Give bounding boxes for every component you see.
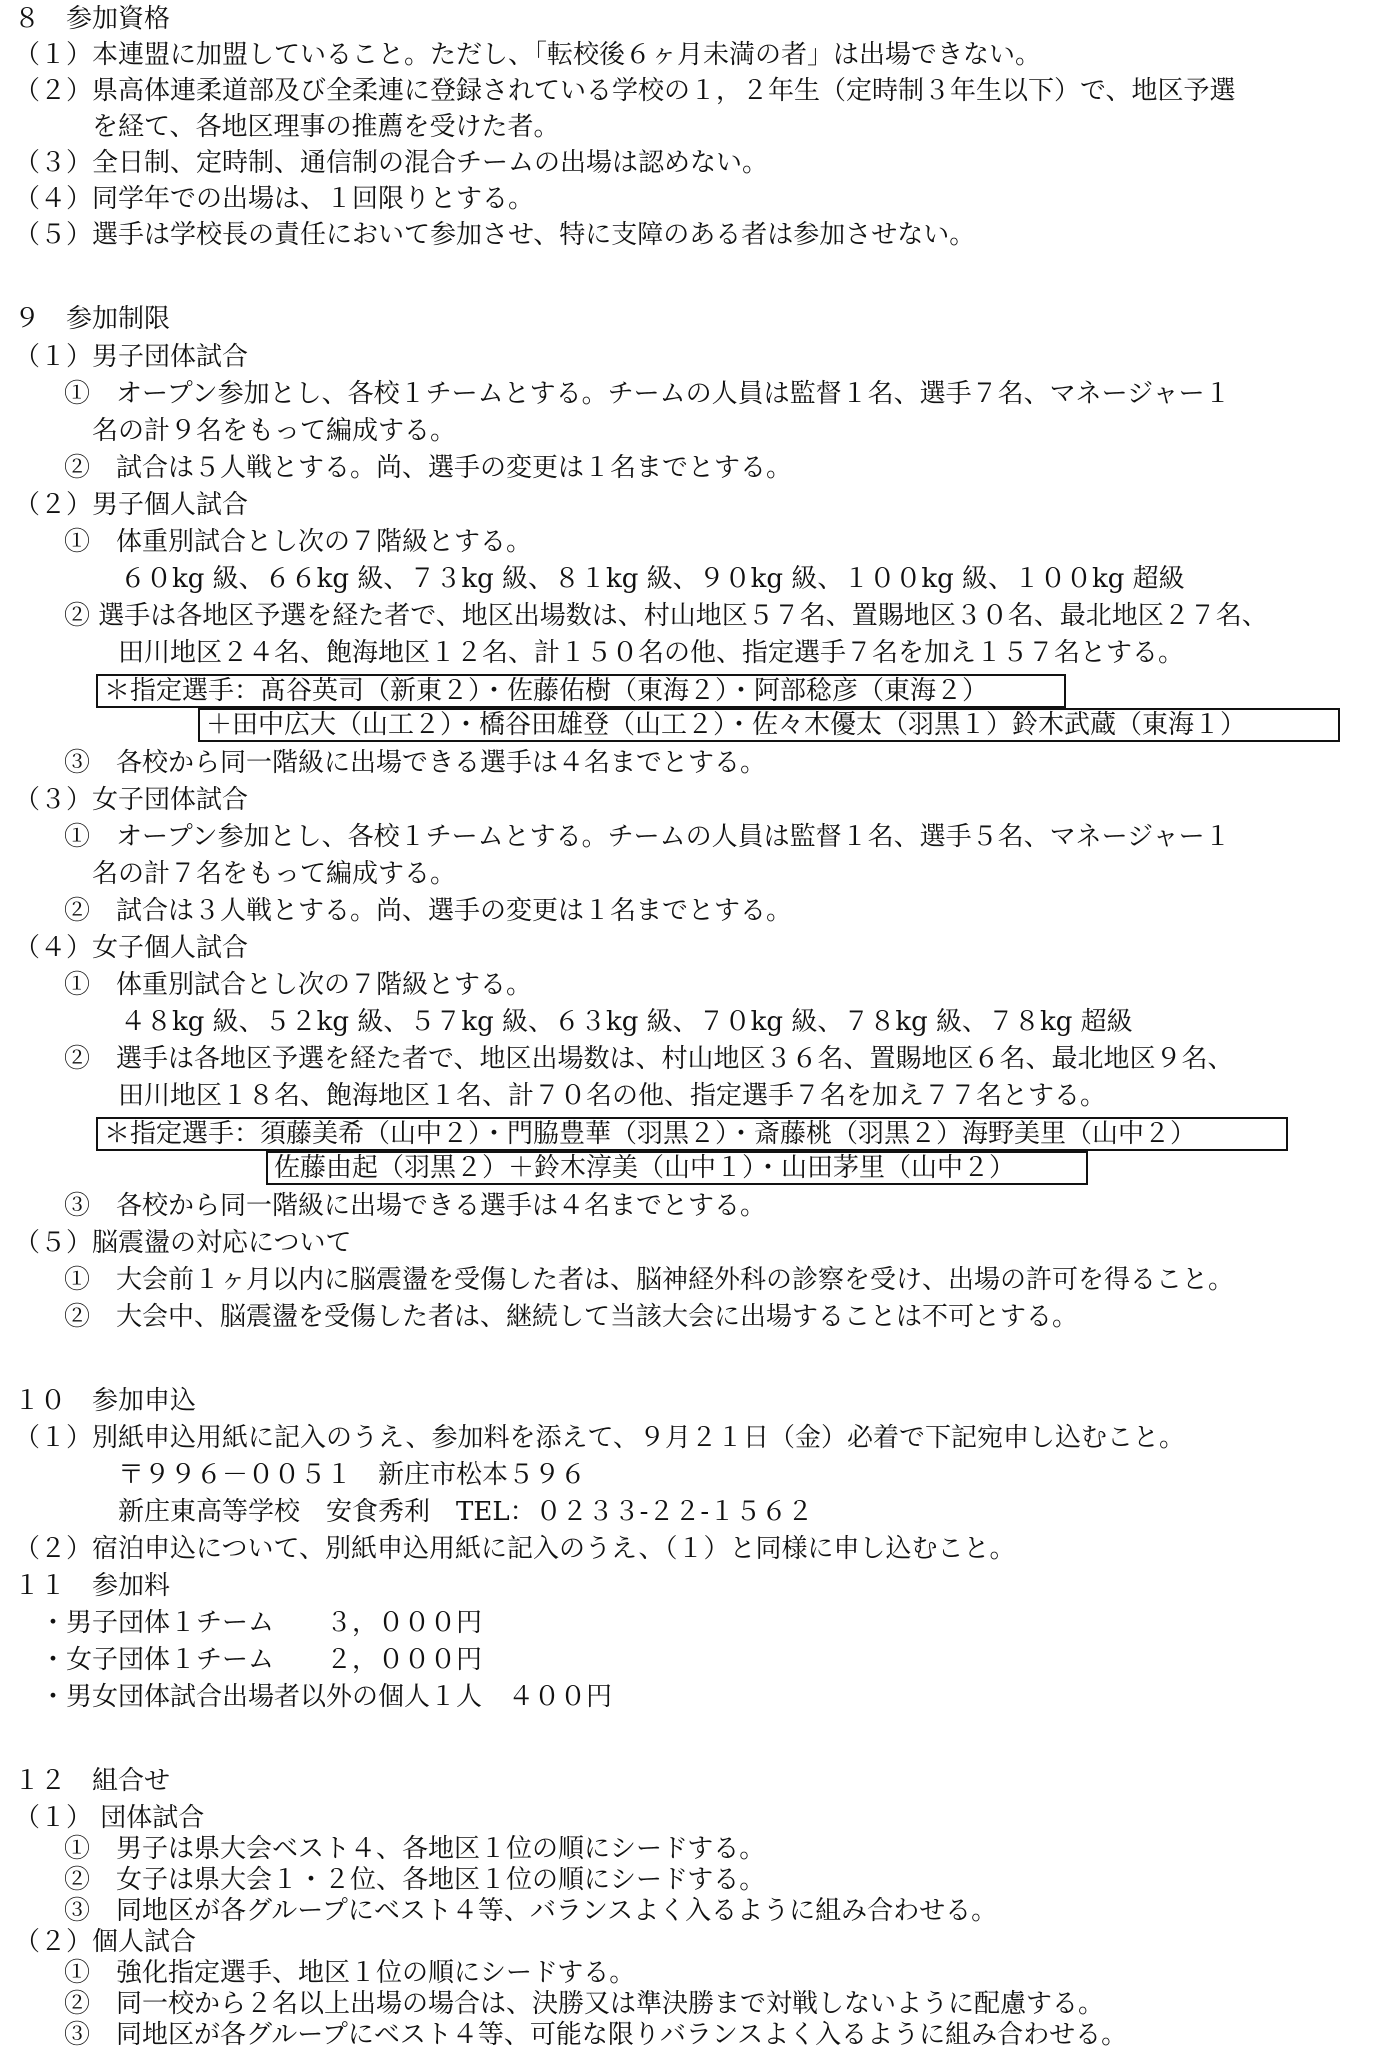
- men-designated-players-box-1: ＊指定選手：髙谷英司（新東２）・佐藤佑樹（東海２）・阿部稔彦（東海２）: [96, 674, 1066, 708]
- women-individual-item-2-cont: 田川地区１８名、飽海地区１名、計７０名の他、指定選手７名を加え７７名とする。: [118, 1081, 1107, 1111]
- draw-individual-title: （２）個人試合: [14, 1927, 197, 1957]
- application-contact: 新庄東高等学校 安食秀利 TEL：０２３３-２２-１５６２: [118, 1497, 814, 1527]
- men-individual-item-3: ③ 各校から同一階級に出場できる選手は４名までとする。: [64, 748, 767, 778]
- women-weight-classes: ４８kg 級、５２kg 級、５７kg 級、６３kg 級、７０kg 級、７８kg 級、７８kg 超級: [120, 1007, 1133, 1037]
- women-individual-item-1: ① 体重別試合とし次の７階級とする。: [64, 970, 533, 1000]
- eligibility-item-2-cont: を経て、各地区理事の推薦を受けた者。: [92, 112, 560, 142]
- men-team-title: （１）男子団体試合: [14, 342, 249, 372]
- men-individual-item-2: ② 選手は各地区予選を経た者で、地区出場数は、村山地区５７名、置賜地区３０名、最北地区２７名、: [64, 601, 1268, 631]
- application-item-1: （１）別紙申込用紙に記入のうえ、参加料を添えて、９月２１日（金）必着で下記宛申し込むこと。: [14, 1423, 1186, 1453]
- draw-team-item-2: ② 女子は県大会１・２位、各地区１位の順にシードする。: [64, 1865, 766, 1895]
- women-team-item-1-cont: 名の計７名をもって編成する。: [92, 859, 457, 889]
- men-individual-title: （２）男子個人試合: [14, 490, 249, 520]
- men-team-item-1: ① オープン参加とし、各校１チームとする。チームの人員は監督１名、選手７名、マネージャー１: [64, 379, 1231, 409]
- eligibility-item-4: （４）同学年での出場は、１回限りとする。: [14, 184, 535, 214]
- men-individual-item-2-cont: 田川地区２４名、飽海地区１２名、計１５０名の他、指定選手７名を加え１５７名とする。: [118, 638, 1185, 668]
- draw-individual-item-1: ① 強化指定選手、地区１位の順にシードする。: [64, 1958, 636, 1988]
- draw-team-title: （１） 団体試合: [14, 1803, 205, 1833]
- women-individual-item-3: ③ 各校から同一階級に出場できる選手は４名までとする。: [64, 1191, 767, 1221]
- draw-team-item-3: ③ 同地区が各グループにベスト４等、バランスよく入るように組み合わせる。: [64, 1896, 998, 1926]
- section-9-heading: ９ 参加制限: [14, 304, 171, 334]
- eligibility-item-5: （５）選手は学校長の責任において参加させ、特に支障のある者は参加させない。: [14, 220, 976, 250]
- men-weight-classes: ６０kg 級、６６kg 級、７３kg 級、８１kg 級、９０kg 級、１００kg 級、１００kg 超級: [120, 564, 1185, 594]
- women-individual-item-2: ② 選手は各地区予選を経た者で、地区出場数は、村山地区３６名、置賜地区６名、最北地区９名、: [64, 1044, 1234, 1074]
- draw-team-item-1: ① 男子は県大会ベスト４、各地区１位の順にシードする。: [64, 1834, 766, 1864]
- men-team-item-2: ② 試合は５人戦とする。尚、選手の変更は１名までとする。: [64, 453, 793, 483]
- women-designated-players-box-2: 佐藤由起（羽黒２）＋鈴木淳美（山中１）・山田茅里（山中２）: [266, 1151, 1088, 1185]
- section-8-heading: ８ 参加資格: [14, 4, 171, 34]
- concussion-title: （５）脳震盪の対応について: [14, 1228, 352, 1258]
- draw-individual-item-3: ③ 同地区が各グループにベスト４等、可能な限りバランスよく入るように組み合わせる。: [64, 2020, 1128, 2050]
- men-individual-item-1: ① 体重別試合とし次の７階級とする。: [64, 527, 533, 557]
- men-team-item-1-cont: 名の計９名をもって編成する。: [92, 416, 457, 446]
- fee-individual: ・男女団体試合出場者以外の個人１人 ４００円: [40, 1682, 613, 1712]
- eligibility-item-1: （１）本連盟に加盟していること。ただし、「転校後６ヶ月未満の者」は出場できない。: [14, 40, 1042, 70]
- section-11-heading: １１ 参加料: [14, 1571, 171, 1601]
- women-team-item-1: ① オープン参加とし、各校１チームとする。チームの人員は監督１名、選手５名、マネージャー１: [64, 822, 1231, 852]
- women-team-title: （３）女子団体試合: [14, 785, 249, 815]
- eligibility-item-2: （２）県高体連柔道部及び全柔連に登録されている学校の１，２年生（定時制３年生以下）で、地区予選: [14, 76, 1236, 106]
- section-12-heading: １２ 組合せ: [14, 1766, 171, 1796]
- men-designated-players-box-2: ＋田中広大（山工２）・橋谷田雄登（山工２）・佐々木優太（羽黒１）鈴木武蔵（東海１）: [198, 708, 1340, 742]
- concussion-item-1: ① 大会前１ヶ月以内に脳震盪を受傷した者は、脳神経外科の診察を受け、出場の許可を得ること。: [64, 1265, 1235, 1295]
- eligibility-item-3: （３）全日制、定時制、通信制の混合チームの出場は認めない。: [14, 148, 769, 178]
- women-team-item-2: ② 試合は３人戦とする。尚、選手の変更は１名までとする。: [64, 896, 793, 926]
- fee-women-team: ・女子団体１チーム ２，０００円: [40, 1645, 483, 1675]
- fee-men-team: ・男子団体１チーム ３，０００円: [40, 1608, 483, 1638]
- section-10-heading: １０ 参加申込: [14, 1386, 197, 1416]
- women-designated-players-box-1: ＊指定選手：須藤美希（山中２）・門脇豊華（羽黒２）・斎藤桃（羽黒２）海野美里（山中２）: [96, 1117, 1288, 1151]
- concussion-item-2: ② 大会中、脳震盪を受傷した者は、継続して当該大会に出場することは不可とする。: [64, 1302, 1079, 1332]
- women-individual-title: （４）女子個人試合: [14, 933, 249, 963]
- draw-individual-item-2: ② 同一校から２名以上出場の場合は、決勝又は準決勝まで対戦しないように配慮する。: [64, 1989, 1105, 2019]
- application-address: 〒９９６－００５１ 新庄市松本５９６: [118, 1460, 587, 1490]
- application-item-2: （２）宿泊申込について、別紙申込用紙に記入のうえ、（１）と同様に申し込むこと。: [14, 1534, 1016, 1564]
